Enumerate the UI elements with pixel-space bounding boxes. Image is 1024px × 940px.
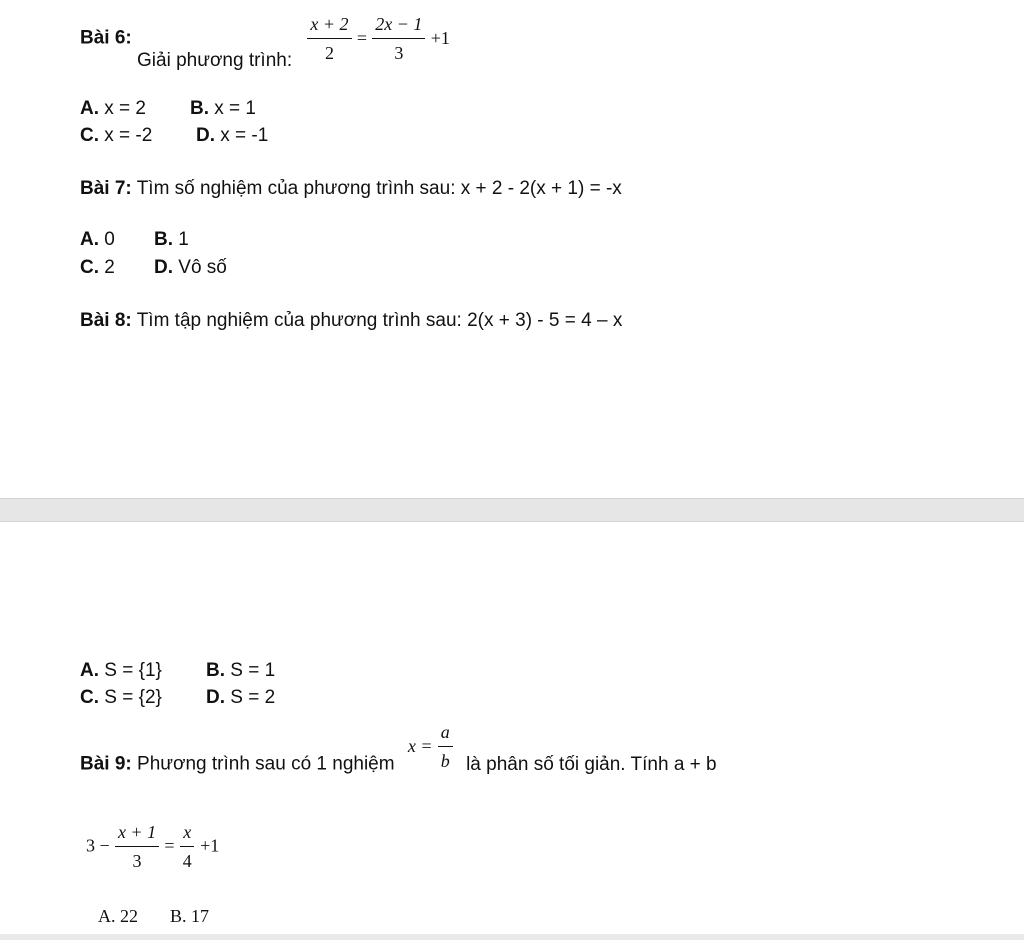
q8-label: Bài 8: [80,310,132,331]
q9-eq-tail: +1 [200,835,220,856]
q9-label: Bài 9: [80,753,132,775]
q9-heading [80,722,717,789]
q6-lhs-num: x + 2 [307,14,351,39]
q6-label: Bài 6: [80,27,132,49]
q9-eq-sign: = [164,835,175,856]
q9-frac-num: a [438,722,453,747]
q7-options-row2 [80,257,227,279]
q8-option-c-letter: C. [80,687,99,708]
q9-option-b-letter: B. [170,906,187,926]
q9-options [98,906,209,927]
q9-x-var: x = [407,735,433,756]
q6-option-b[interactable] [190,98,256,120]
q6-heading [80,14,450,71]
q9-option-a[interactable] [98,906,170,927]
q8-text: Tìm tập nghiệm của phương trình sau: 2(x + 3) - 5 = 4 – x [136,310,623,331]
q6-option-a-value: x = 2 [104,98,147,119]
q9-option-a-letter: A. [98,906,116,926]
q7-text: Tìm số nghiệm của phương trình sau: x + 2 - 2(x + 1) = -x [136,178,622,199]
q9-frac2-num: x [180,822,194,847]
q9-text-after: là phân số tối giản. Tính a + b [466,753,717,775]
q9-equation [86,822,219,871]
q7-option-c-value: 2 [104,257,115,278]
q9-option-b-value: 17 [191,906,210,926]
q6-option-b-letter: B. [190,98,209,119]
q8-option-b-value: S = 1 [230,660,276,681]
q8-option-a[interactable] [80,660,206,682]
q6-option-c[interactable] [80,125,196,147]
q7-option-d-value: Vô số [178,257,227,278]
q7-option-c[interactable] [80,257,154,279]
q6-options-row1 [80,98,256,120]
q8-option-c-value: S = {2} [104,687,162,708]
q9-frac-den: b [440,750,450,771]
q9-frac1-den: 3 [132,850,142,871]
q6-rhs-fraction [372,14,425,63]
q6-option-d-value: x = -1 [220,125,269,146]
q8-options-row2 [80,687,275,709]
q8-option-a-letter: A. [80,660,99,681]
q6-option-c-value: x = -2 [104,125,153,146]
q6-option-a[interactable] [80,98,190,120]
q8-option-d-value: S = 2 [230,687,276,708]
q8-option-c[interactable] [80,687,206,709]
q7-option-b-value: 1 [178,229,189,250]
q9-frac1 [115,822,159,871]
bottom-edge [0,934,1024,940]
q6-eq-sign: = [356,27,367,48]
q6-option-b-value: x = 1 [214,98,257,119]
q6-lhs-fraction [307,14,351,63]
q7-option-a-letter: A. [80,229,99,250]
q6-rhs-tail: +1 [430,27,450,48]
q8-option-a-value: S = {1} [104,660,162,681]
q6-option-a-letter: A. [80,98,99,119]
q9-option-a-value: 22 [120,906,138,926]
q7-option-d[interactable] [154,257,227,279]
q7-heading [80,178,622,200]
q9-ab-fraction [438,722,453,771]
q6-lhs-den: 2 [324,42,334,63]
q9-option-b[interactable] [170,906,209,927]
q9-frac1-num: x + 1 [115,822,159,847]
q7-option-a[interactable] [80,229,154,251]
q6-option-c-letter: C. [80,125,99,146]
q9-inline-fraction [407,722,458,771]
q7-option-a-value: 0 [104,229,115,250]
q6-options-row2 [80,125,268,147]
q7-option-b[interactable] [154,229,189,251]
q9-frac2-den: 4 [182,850,192,871]
q8-option-b-letter: B. [206,660,225,681]
q6-equation [307,14,450,63]
q6-text: Giải phương trình: [137,49,293,71]
q7-label: Bài 7: [80,178,132,199]
q7-option-d-letter: D. [154,257,173,278]
q7-option-c-letter: C. [80,257,99,278]
q7-option-b-letter: B. [154,229,173,250]
q9-frac2 [180,822,195,871]
q9-eq-lead: 3 − [86,835,110,856]
q6-rhs-num: 2x − 1 [372,14,425,39]
q8-option-d-letter: D. [206,687,225,708]
q7-options-row1 [80,229,189,251]
q6-option-d-letter: D. [196,125,215,146]
q9-text-before: Phương trình sau có 1 nghiệm [137,753,395,775]
q8-option-d[interactable] [206,687,275,709]
q6-option-d[interactable] [196,125,268,147]
q8-options-row1 [80,660,275,682]
page-divider [0,498,1024,522]
q8-heading [80,310,622,332]
q6-rhs-den: 3 [394,42,404,63]
q8-option-b[interactable] [206,660,275,682]
